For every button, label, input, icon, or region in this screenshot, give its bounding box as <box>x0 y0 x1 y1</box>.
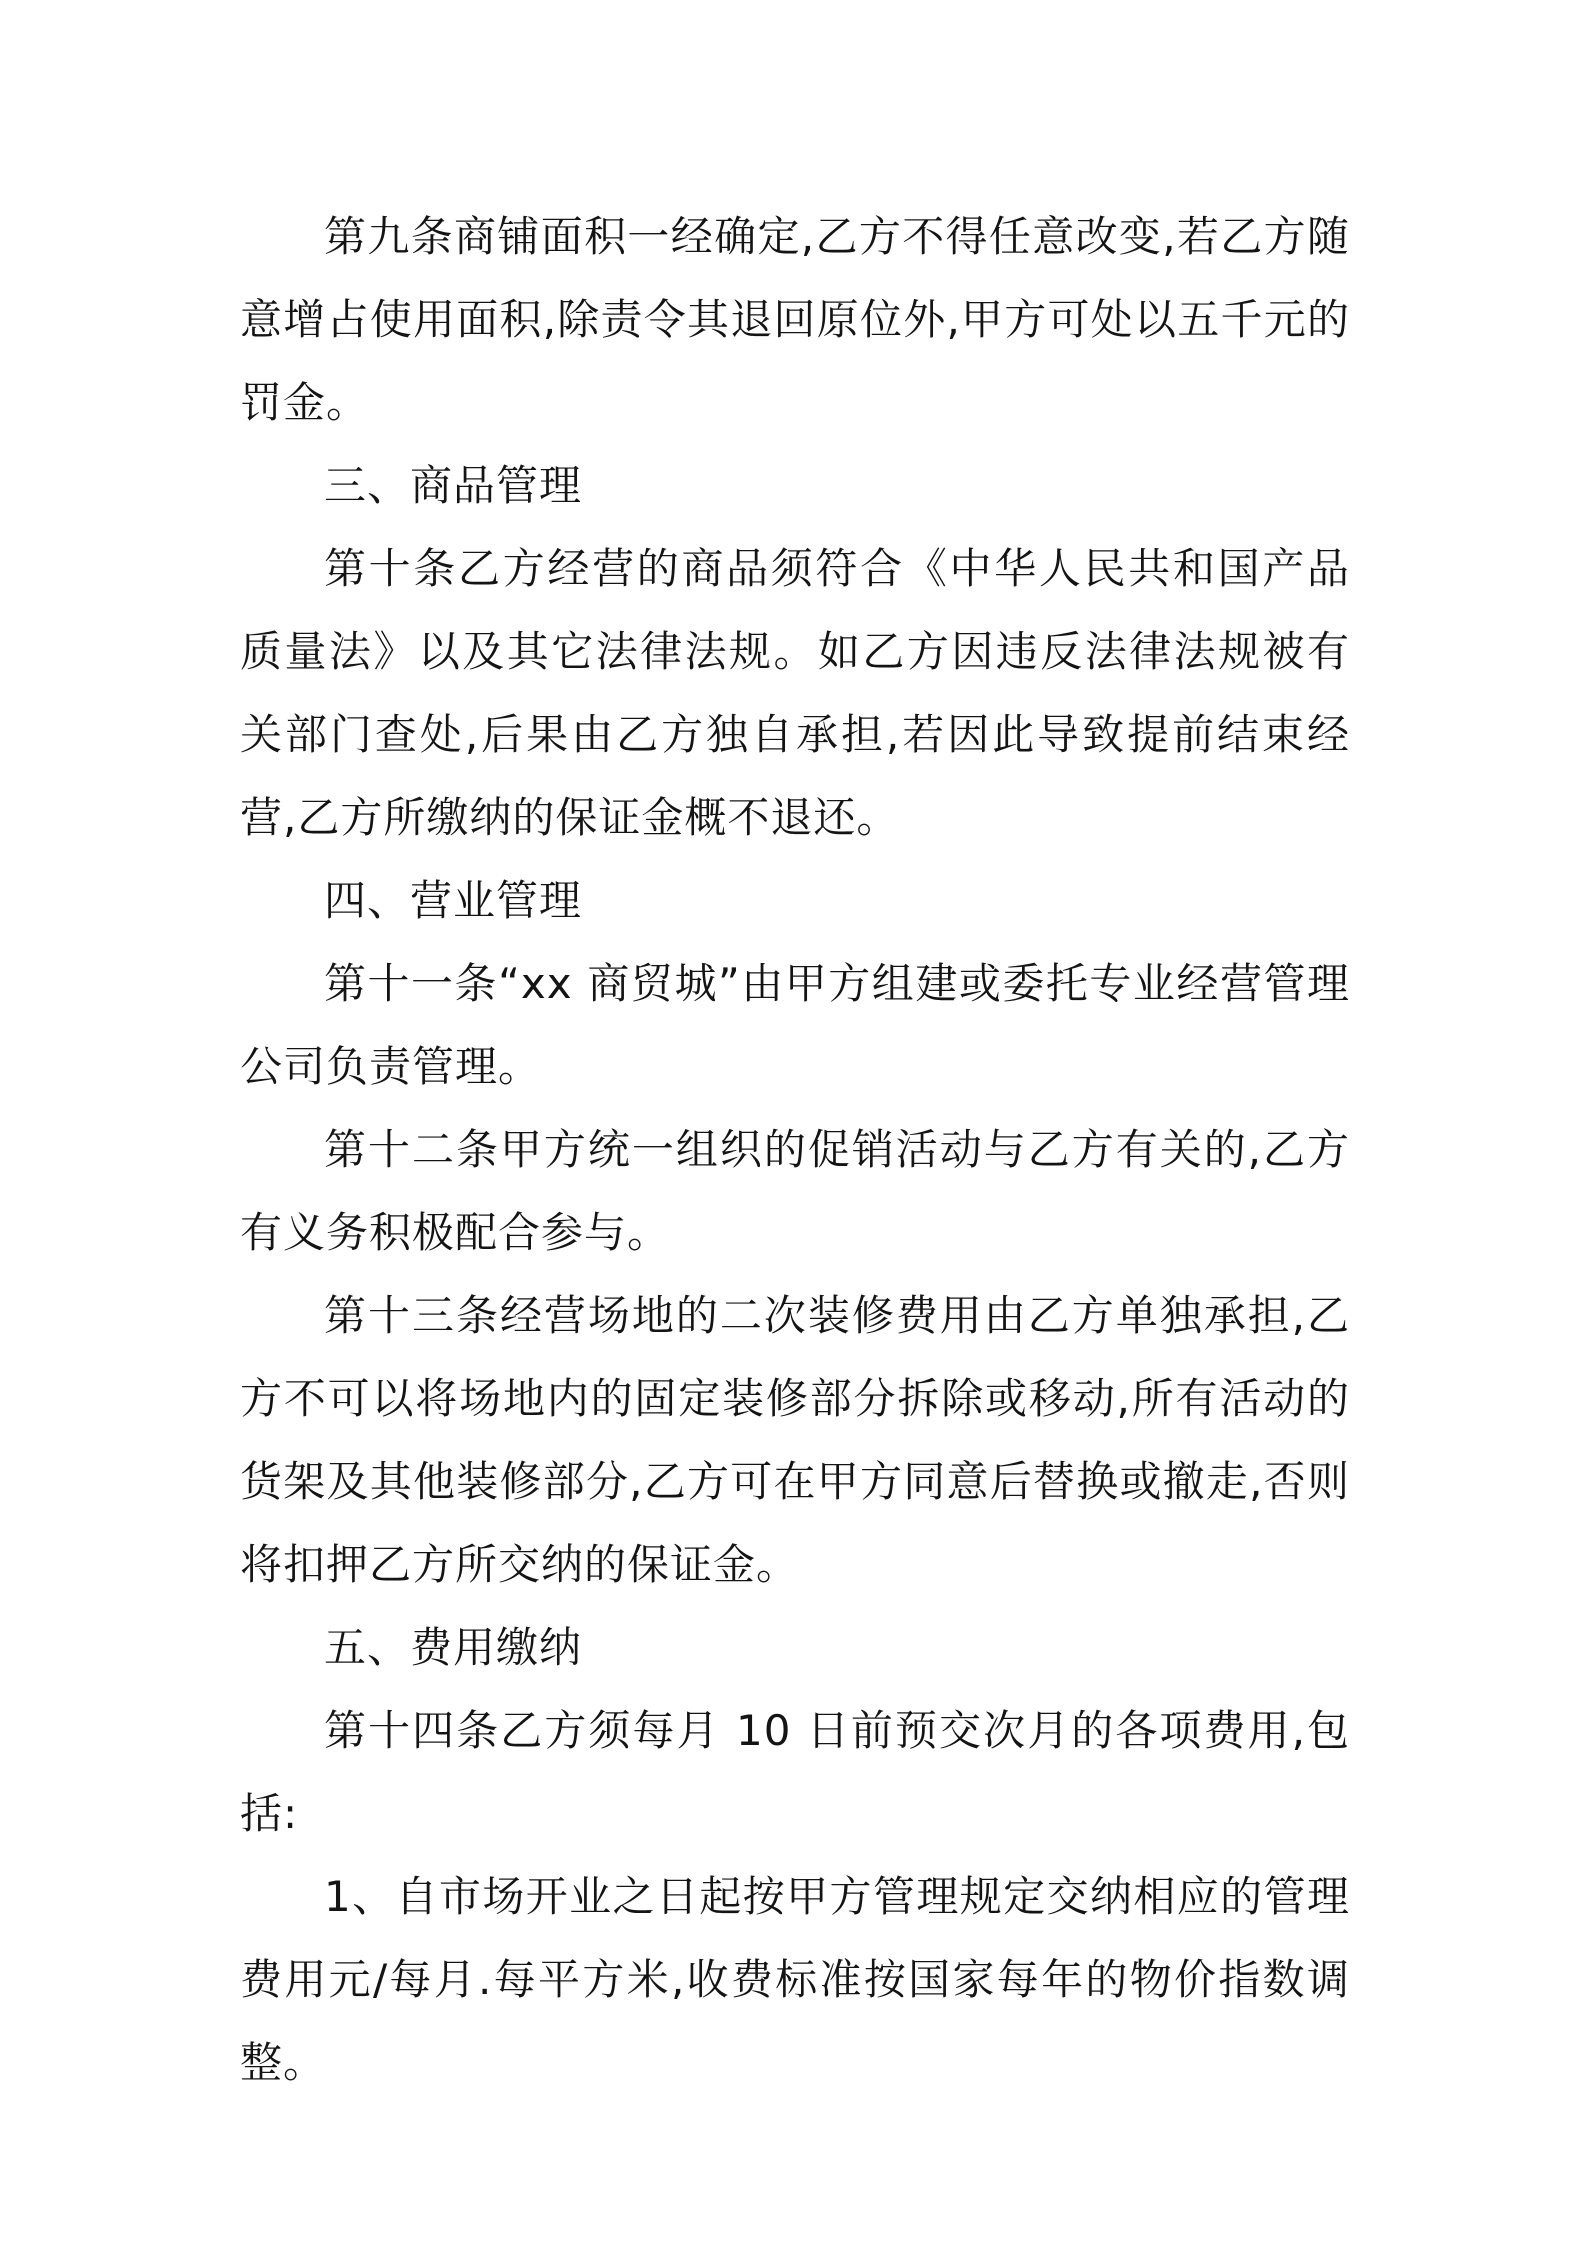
section-heading-fee-payment: 五、费用缴纳 <box>324 1623 583 1672</box>
clause-14-item-1: 1、自市场开业之日起按甲方管理规定交纳相应的管理费用元/每月.每平方米,收费标准按国家每年的物价指数调整。 <box>240 1872 1350 2087</box>
clause-9: 第九条商铺面积一经确定,乙方不得任意改变,若乙方随意增占使用面积,除责令其退回原位外,甲方可处以五千元的罚金。 <box>240 212 1350 427</box>
clause-12: 第十二条甲方统一组织的促销活动与乙方有关的,乙方有义务积极配合参与。 <box>240 1125 1350 1257</box>
clause-13: 第十三条经营场地的二次装修费用由乙方单独承担,乙方不可以将场地内的固定装修部分拆除或移动,所有活动的货架及其他装修部分,乙方可在甲方同意后替换或撤走,否则将扣押乙方所交纳的保证金。 <box>240 1291 1350 1589</box>
section-heading-goods-management: 三、商品管理 <box>324 461 583 510</box>
document-body <box>240 195 1350 2104</box>
clause-10: 第十条乙方经营的商品须符合《中华人民共和国产品质量法》以及其它法律法规。如乙方因违反法律法规被有关部门查处,后果由乙方独自承担,若因此导致提前结束经营,乙方所缴纳的保证金概不退还。 <box>240 544 1350 842</box>
clause-11: 第十一条“xx 商贸城”由甲方组建或委托专业经营管理公司负责管理。 <box>240 959 1350 1091</box>
section-heading-business-management: 四、营业管理 <box>324 876 583 925</box>
clause-14: 第十四条乙方须每月 10 日前预交次月的各项费用,包括: <box>240 1706 1350 1838</box>
